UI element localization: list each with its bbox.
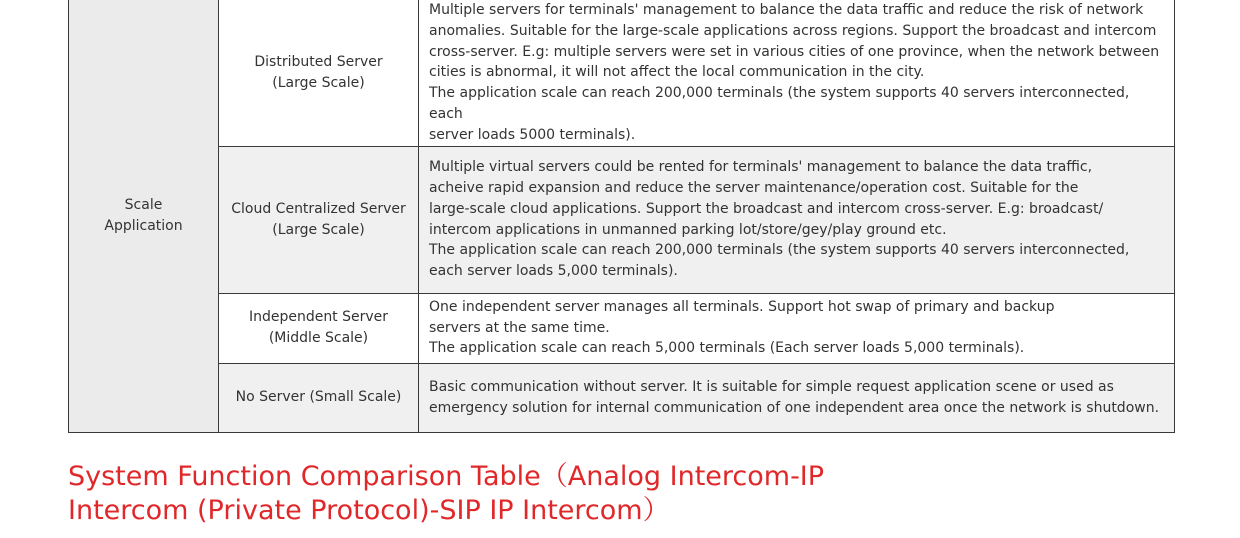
- table-row: [69, 363, 1175, 432]
- description-line: The application scale can reach 5,000 terminals (Each server loads 5,000 terminals).: [429, 340, 1025, 357]
- description-cell: [419, 146, 1175, 293]
- server-type-name: No Server (Small Scale): [235, 389, 402, 406]
- description-line: servers at the same time.: [429, 319, 610, 336]
- server-type-cell: [219, 146, 419, 293]
- server-type-scale: (Large Scale): [272, 221, 365, 238]
- description-line: large-scale cloud applications. Support the broadcast and intercom cross-server. E.g: broadcast/: [429, 200, 1104, 217]
- server-type-name: Distributed Server: [254, 53, 383, 70]
- description-line: Basic communication without server. It is suitable for simple request application scene or used as: [429, 378, 1114, 395]
- description-line: Multiple servers for terminals' management to balance the data traffic and reduce the risk of network: [429, 2, 1144, 18]
- server-type-cell: [219, 0, 419, 146]
- section-title-line2: Intercom (Private Protocol)-SIP IP Intercom）: [68, 495, 670, 526]
- description-line: acheive rapid expansion and reduce the server maintenance/operation cost. Suitable for the: [429, 179, 1079, 196]
- description-line: server loads 5000 terminals).: [429, 126, 636, 143]
- description-cell: [419, 293, 1175, 363]
- description-cell: [419, 363, 1175, 432]
- table-row: [69, 0, 1175, 146]
- section-title-line1: System Function Comparison Table（Analog Intercom-IP: [68, 461, 825, 492]
- category-label-line2: Application: [104, 217, 183, 234]
- server-type-name: Cloud Centralized Server: [231, 200, 406, 217]
- description-line: Multiple virtual servers could be rented for terminals' management to balance the data traffic,: [429, 159, 1093, 176]
- server-type-scale: (Large Scale): [272, 74, 365, 91]
- description-line: anomalies. Suitable for the large-scale applications across regions. Support the broadcast and intercom: [429, 22, 1157, 39]
- description-line: cross-server. E.g: multiple servers were set in various cities of one province, when the network between: [429, 43, 1160, 60]
- server-type-name: Independent Server: [248, 309, 389, 326]
- server-type-cell: [219, 293, 419, 363]
- category-cell: [69, 0, 219, 432]
- table-row: [69, 146, 1175, 293]
- server-type-scale: (Middle Scale): [268, 330, 369, 347]
- section-title: [68, 460, 824, 528]
- description-cell: [419, 0, 1175, 146]
- description-line: One independent server manages all terminals. Support hot swap of primary and backup: [429, 298, 1055, 315]
- description-line: intercom applications in unmanned parking lot/store/gey/play ground etc.: [429, 221, 947, 238]
- category-label-line1: Scale: [124, 196, 163, 213]
- description-line: The application scale can reach 200,000 terminals (the system supports 40 servers interconnected,: [429, 242, 1130, 259]
- description-line: The application scale can reach 200,000 terminals (the system supports 40 servers interconnected, each: [429, 85, 1130, 122]
- description-line: emergency solution for internal communication of one independent area once the network is shutdown.: [429, 399, 1160, 416]
- server-type-cell: [219, 363, 419, 432]
- description-line: cities is abnormal, it will not affect the local communication in the city.: [429, 64, 925, 81]
- scale-application-table: [68, 0, 1175, 433]
- description-line: each server loads 5,000 terminals).: [429, 263, 678, 280]
- table-row: [69, 293, 1175, 363]
